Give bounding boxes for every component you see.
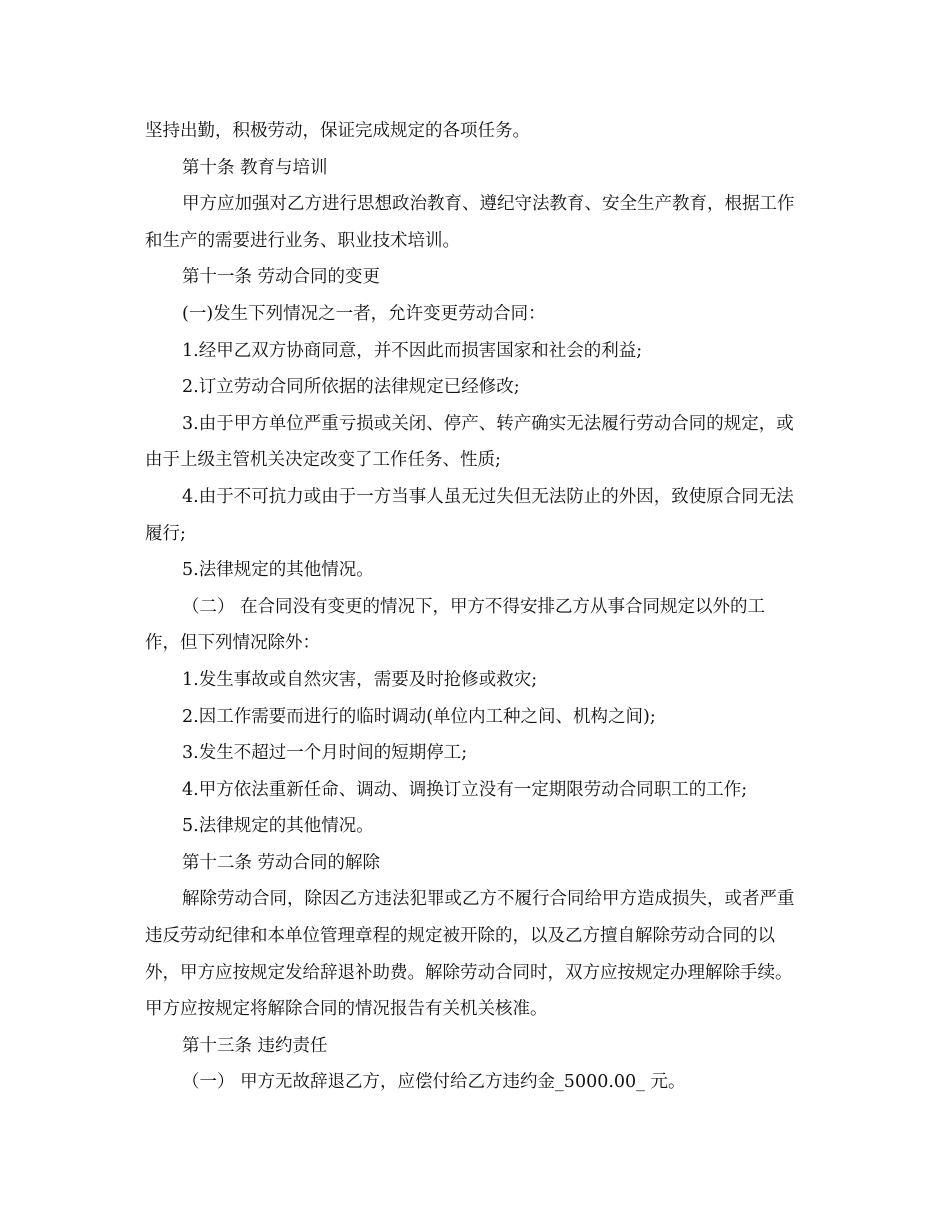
- article-heading-13: 第十三条 违约责任: [182, 1035, 328, 1056]
- list-item: 3.由于甲方单位严重亏损或关闭、停产、转产确实无法履行劳动合同的规定，或由于上级主管机关决定改变了工作任务、性质;: [145, 413, 794, 471]
- article-heading-12: 第十二条 劳动合同的解除: [182, 852, 381, 873]
- paragraph-continuation: 坚持出勤，积极劳动，保证完成规定的各项任务。: [145, 121, 530, 141]
- clause-item: (一)发生下列情况之一者，允许变更劳动合同：: [182, 303, 546, 324]
- list-item: 2.因工作需要而进行的临时调动(单位内工种之间、机构之间);: [182, 706, 656, 727]
- article-heading-10: 第十条 教育与培训: [182, 157, 328, 178]
- paragraph: 解除劳动合同，除因乙方违法犯罪或乙方不履行合同给甲方造成损失，或者严重违反劳动纪律和本单位管理章程的规定被开除的，以及乙方擅自解除劳动合同的以外，甲方应按规定发给辞退补助费。解除劳动合同时，双方应按规定办理解除手续。甲方应按规定将解除合同的情况报告有关机关核准。: [145, 889, 795, 1020]
- paragraph: 甲方应加强对乙方进行思想政治教育、遵纪守法教育、安全生产教育，根据工作和生产的需要进行业务、职业技术培训。: [145, 194, 795, 251]
- list-item: 4.甲方依法重新任命、调动、调换订立没有一定期限劳动合同职工的工作;: [182, 779, 748, 800]
- article-heading-11: 第十一条 劳动合同的变更: [182, 267, 381, 288]
- list-item: 1.发生事故或自然灾害，需要及时抢修或救灾;: [182, 669, 538, 690]
- list-item: 5.法律规定的其他情况。: [182, 816, 374, 837]
- list-item: 4.由于不可抗力或由于一方当事人虽无过失但无法防止的外因，致使原合同无法履行;: [145, 486, 794, 544]
- list-item: 1.经甲乙双方协商同意，并不因此而损害国家和社会的利益;: [182, 340, 643, 361]
- clause-item: （一） 甲方无故辞退乙方，应偿付给乙方违约金_5000.00_ 元。: [182, 1072, 686, 1093]
- list-item: 3.发生不超过一个月时间的短期停工;: [182, 743, 468, 764]
- clause-item: （二） 在合同没有变更的情况下，甲方不得安排乙方从事合同规定以外的工作，但下列情况除外：: [145, 596, 766, 654]
- list-item: 2.订立劳动合同所依据的法律规定已经修改;: [182, 377, 520, 398]
- list-item: 5.法律规定的其他情况。: [182, 560, 374, 581]
